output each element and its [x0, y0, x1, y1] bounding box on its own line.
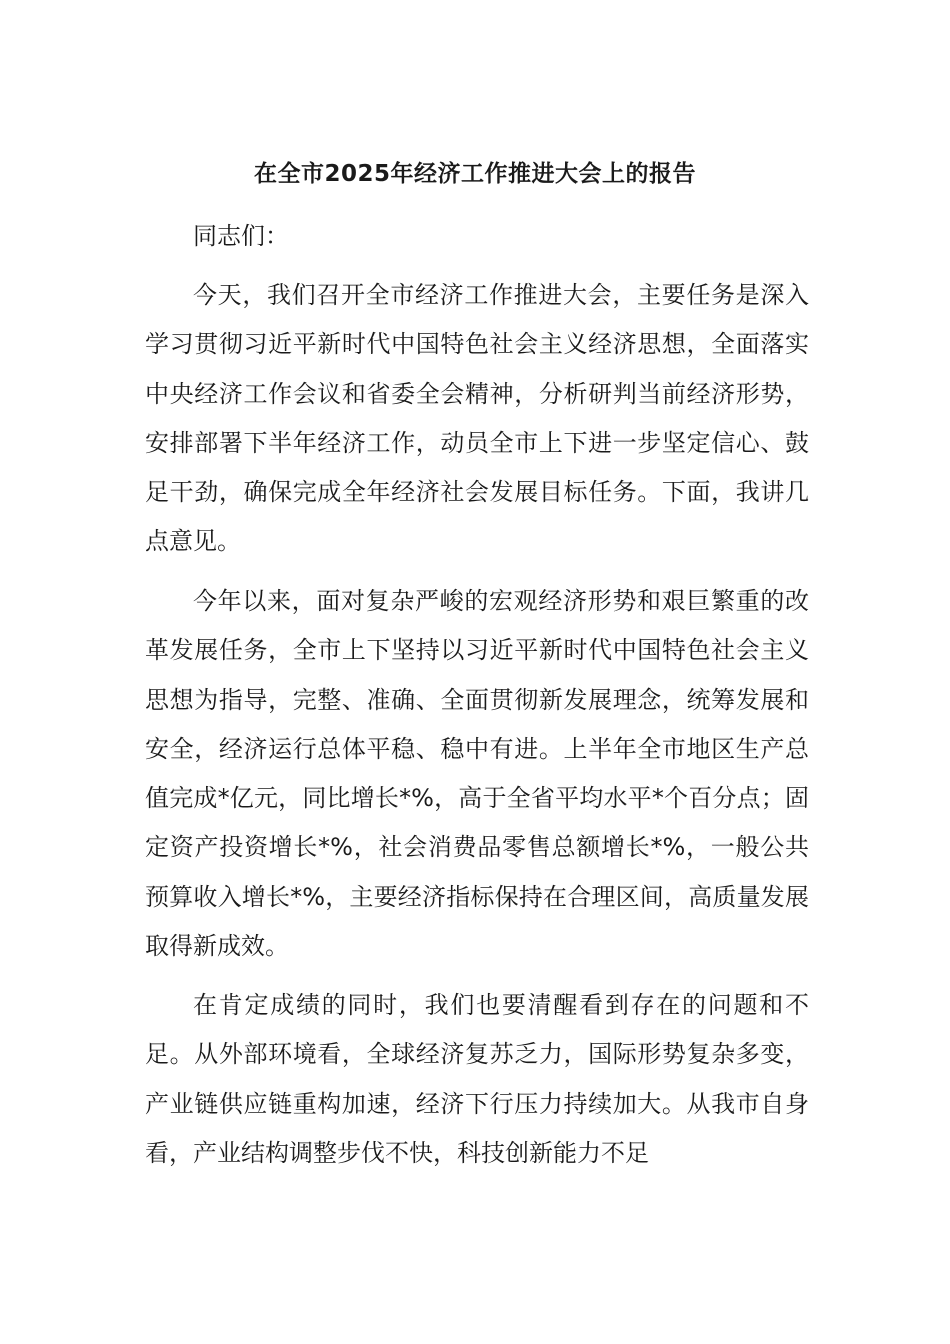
- paragraph-3: 在肯定成绩的同时，我们也要清醒看到存在的问题和不足。从外部环境看，全球经济复苏乏力，国际形势复杂多变，产业链供应链重构加速，经济下行压力持续加大。从我市自身看，产业结构调整步伐不快，科技创新能力不足: [145, 991, 809, 1167]
- paragraph-1: 今天，我们召开全市经济工作推进大会，主要任务是深入学习贯彻习近平新时代中国特色社会主义经济思想，全面落实中央经济工作会议和省委全会精神，分析研判当前经济形势，安排部署下半年经济工作，动员全市上下进一步坚定信心、鼓足干劲，确保完成全年经济社会发展目标任务。下面，我讲几点意见。: [145, 281, 809, 556]
- paragraph-2: 今年以来，面对复杂严峻的宏观经济形势和艰巨繁重的改革发展任务，全市上下坚持以习近平新时代中国特色社会主义思想为指导，完整、准确、全面贯彻新发展理念，统筹发展和安全，经济运行总体平稳、稳中有进。上半年全市地区生产总值完成*亿元，同比增长*%，高于全省平均水平*个百分点；固定资产投资增长*%，社会消费品零售总额增长*%，一般公共预算收入增长*%，主要经济指标保持在合理区间，高质量发展取得新成效。: [145, 587, 809, 961]
- greeting: 同志们：: [193, 222, 289, 250]
- document-title: 在全市2025年经济工作推进大会上的报告: [253, 161, 696, 187]
